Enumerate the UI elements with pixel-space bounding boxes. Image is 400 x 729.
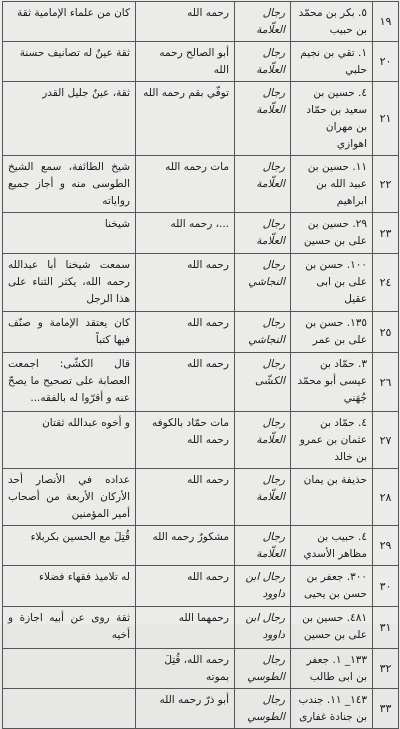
source-book: رجال العلّامة: [235, 156, 291, 213]
death-note: مشكورٌ رحمه الله: [136, 526, 235, 566]
death-note: أبو ذرّ رحمه الله: [136, 689, 235, 729]
description: قال الکشّی: اجمعت العصابة على تصحيح ما يصحّ عنه و أقرّوا له بالفقه...: [3, 353, 136, 412]
narrator-name: ١٤٣_ ١١. جندب بن جنادة غفاری: [291, 689, 373, 729]
narrator-name: ١٣٥. حسن بن علی بن عمر: [291, 312, 373, 353]
death-note: أبو الصالح رحمه الله: [136, 42, 235, 82]
description: [3, 649, 136, 689]
source-book: رجال العلّامة: [235, 213, 291, 254]
table-row: [3, 353, 399, 412]
row-number: ٣١: [373, 607, 399, 649]
source-book: رجال العلّامة: [235, 2, 291, 42]
narrator-name: ٣٠٠. جعفر بن حسن بن يحيى: [291, 566, 373, 607]
source-book: رجال العلّامة: [235, 469, 291, 526]
death-note: ...، رحمه الله: [136, 213, 235, 254]
death-note: مات رحمه الله: [136, 156, 235, 213]
narrator-name: حذيفة بن يمان: [291, 469, 373, 526]
description: كان من علماء الإمامية ثقة: [3, 2, 136, 42]
description: [3, 689, 136, 729]
narrator-name: ٥. بكر بن محمّد بن حبيب: [291, 2, 373, 42]
row-number: ٢٥: [373, 312, 399, 353]
table-row: [3, 649, 399, 689]
description: له تلاميذ فقهاء فضلاء: [3, 566, 136, 607]
row-number: ٢٢: [373, 156, 399, 213]
death-note: رحمه الله: [136, 254, 235, 312]
row-number: ٢٨: [373, 469, 399, 526]
description: شيخنا: [3, 213, 136, 254]
description: ثقة روى عن أبيه اجازة و أخيه: [3, 607, 136, 649]
table-row: [3, 566, 399, 607]
description: سمعت شيخنا أبا عبدالله رحمه الله، يكثر الثناء على هذا الرجل: [3, 254, 136, 312]
row-number: ٣٢: [373, 649, 399, 689]
row-number: ٢١: [373, 82, 399, 156]
source-book: رجال الطوسي: [235, 689, 291, 729]
row-number: ٣٣: [373, 689, 399, 729]
table-row: [3, 254, 399, 312]
death-note: رحمه الله: [136, 312, 235, 353]
description: كان يعتقد الإمامة و صنّف فيها كتباً: [3, 312, 136, 353]
table-row: [3, 42, 399, 82]
row-number: ١٩: [373, 2, 399, 42]
source-book: رجال ابن داوود: [235, 607, 291, 649]
row-number: ٢٩: [373, 526, 399, 566]
death-note: توفّي بقم رحمه الله: [136, 82, 235, 156]
death-note: مات حمّاد بالكوفه رحمه الله: [136, 412, 235, 469]
row-number: ٢٦: [373, 353, 399, 412]
source-book: رجال النجاشي: [235, 254, 291, 312]
description: و أخوه عبدالله ثقتان: [3, 412, 136, 469]
table-row: [3, 526, 399, 566]
narrators-table: [2, 1, 399, 729]
narrator-name: ٤٨١. حسين بن علی بن حسين: [291, 607, 373, 649]
source-book: رجال النجاشي: [235, 312, 291, 353]
row-number: ٢٠: [373, 42, 399, 82]
death-note: رحمه الله: [136, 2, 235, 42]
description: قُتِلَ مع الحسين بكربلاء: [3, 526, 136, 566]
description: ثقة، عينٌ جليل القدر: [3, 82, 136, 156]
table-row: [3, 2, 399, 42]
death-note: رحمه الله: [136, 469, 235, 526]
death-note: رحمه الله، قُتِلَ بموته: [136, 649, 235, 689]
narrator-name: ٢٩. حسين بن علی بن حسين: [291, 213, 373, 254]
source-book: رجال ابن داوود: [235, 566, 291, 607]
row-number: ٣٠: [373, 566, 399, 607]
source-book: رجال الکشّی: [235, 353, 291, 412]
source-book: رجال الطوسي: [235, 649, 291, 689]
table-row: [3, 412, 399, 469]
table-row: [3, 607, 399, 649]
narrator-name: ٣. حمّاد بن عيسى أبو محمّد جُهَني: [291, 353, 373, 412]
table-row: [3, 312, 399, 353]
row-number: ٢٧: [373, 412, 399, 469]
row-number: ٢٣: [373, 213, 399, 254]
death-note: رحمه الله: [136, 353, 235, 412]
death-note: رحمه الله: [136, 566, 235, 607]
description: شيخ الطائفة، سمع الشيخ الطوسی منه و أجاز جميع رواياته: [3, 156, 136, 213]
narrator-name: ٤. حمّاد بن عثمان بن عمرو بن خالد: [291, 412, 373, 469]
table-row: [3, 82, 399, 156]
narrator-name: ٤. حبيب بن مظاهر الأسدي: [291, 526, 373, 566]
narrator-name: ١. تقي بن نجيم حلبي: [291, 42, 373, 82]
narrator-name: ١٣٣_ ١. جعفر بن ابی طالب: [291, 649, 373, 689]
row-number: ٢٤: [373, 254, 399, 312]
table-row: [3, 213, 399, 254]
death-note: رحمهما الله: [136, 607, 235, 649]
narrator-name: ١٠٠. حسن بن علی بن ابی عقيل: [291, 254, 373, 312]
source-book: رجال العلّامة: [235, 526, 291, 566]
narrator-name: ١١. حسين بن عبيد الله بن ابراهيم: [291, 156, 373, 213]
description: عداده في الأنصار أحد الأركان الأربعة من أصحاب أمير المؤمنين: [3, 469, 136, 526]
table-row: [3, 469, 399, 526]
description: ثقة عينٌ له تصانيف حسنة: [3, 42, 136, 82]
source-book: رجال العلّامة: [235, 42, 291, 82]
source-book: رجال العلّامة: [235, 412, 291, 469]
table-row: [3, 156, 399, 213]
source-book: رجال العلّامة: [235, 82, 291, 156]
narrator-name: ٤. حسين بن سعيد بن حمّاد بن مهران اهوازي: [291, 82, 373, 156]
table-row: [3, 689, 399, 729]
